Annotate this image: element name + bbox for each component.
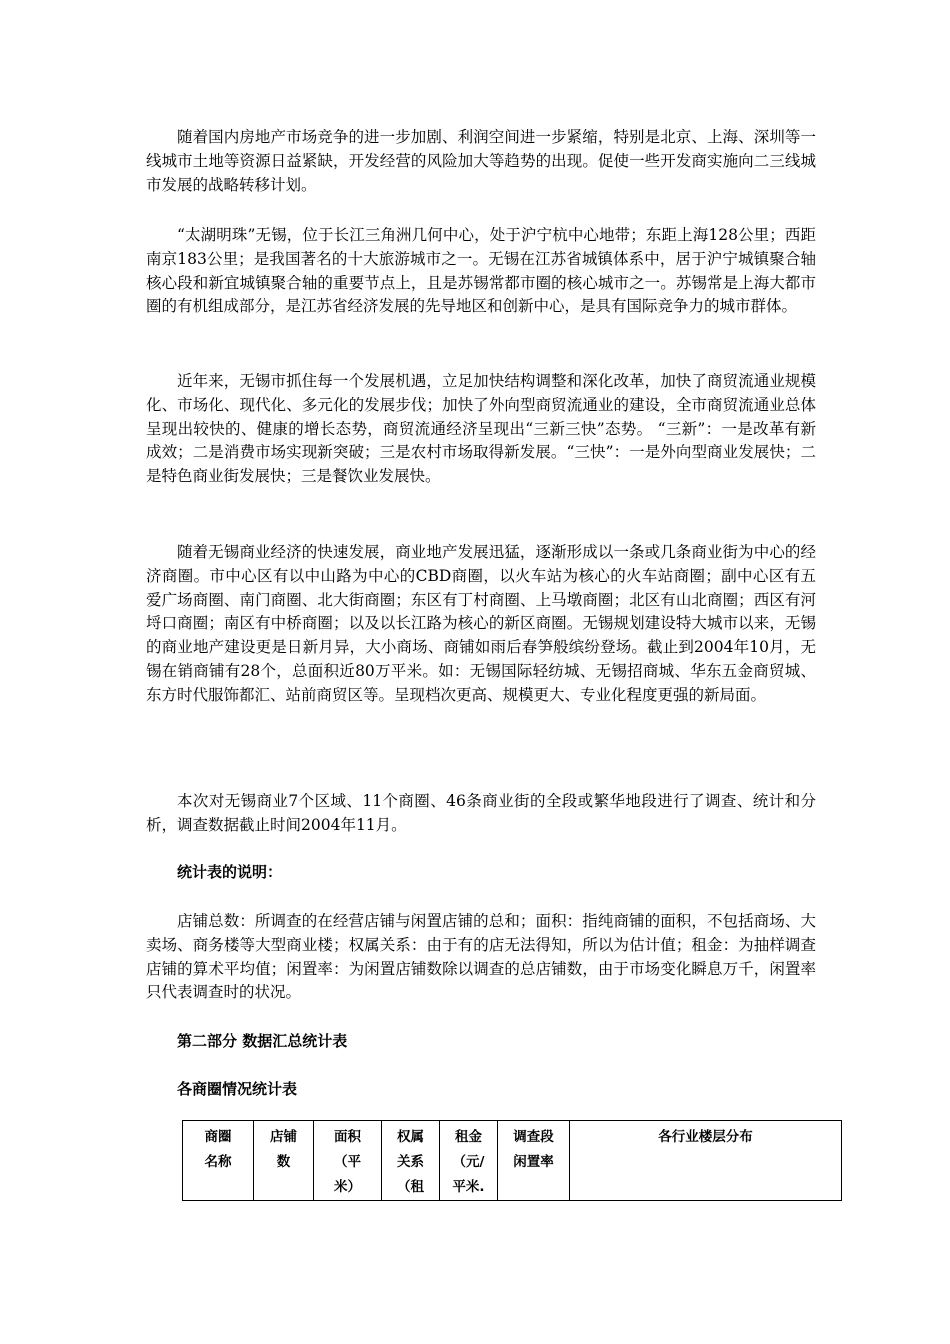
column-header-vacancy-rate: 调查段 闲置率 (498, 1121, 570, 1201)
column-header-ownership: 权属 关系 （租 (382, 1121, 440, 1201)
paragraph-wuxi-location: “太湖明珠”无锡，位于长江三角洲几何中心，处于沪宁杭中心地带；东距上海128公里；西距南京183公里；是我国著名的十大旅游城市之一。无锡在江苏省城镇体系中，居于沪宁城镇聚合轴核心段和新宜城镇聚合轴的重要节点上，且是苏锡常都市圈的核心城市之一。苏锡常是上海大都市圈的有机组成部分，是江苏省经济发展的先导地区和创新中心，是具有国际竞争力的城市群体。 (146, 226, 816, 316)
column-header-area: 面积 （平 米） (314, 1121, 382, 1201)
paragraph-market-trend: 随着国内房地产市场竞争的进一步加剧、利润空间进一步紧缩，特别是北京、上海、深圳等一线城市土地等资源日益紧缺，开发经营的风险加大等趋势的出现。促使一些开发商实施向二三线城市发展的战略转移计划。 (146, 128, 816, 194)
paragraph-survey-scope: 本次对无锡商业7个区域、11个商圈、46条商业街的全段或繁华地段进行了调查、统计和分析，调查数据截止时间2004年11月。 (146, 792, 816, 834)
paragraph-commercial-districts: 随着无锡商业经济的快速发展，商业地产发展迅猛，逐渐形成以一条或几条商业街为中心的经济商圈。市中心区有以中山路为中心的CBD商圈，以火车站为核心的火车站商圈；副中心区有五爱广场商圈、南门商圈、北大街商圈；东区有丁村商圈、上马墩商圈；北区有山北商圈；西区有河埒口商圈；南区有中桥商圈；以及以长江路为核心的新区商圈。无锡规划建设特大城市以来，无锡的商业地产建设更是日新月异，大小商场、商铺如雨后春笋般缤纷登场。截止到2004年10月，无锡在销商铺有28个，总面积近80万平米。如：无锡国际轻纺城、无锡招商城、华东五金商贸城、东方时代服饰都汇、站前商贸区等。呈现档次更高、规模更大、专业化程度更强的新局面。 (146, 543, 816, 704)
paragraph-recent-development: 近年来，无锡市抓住每一个发展机遇，立足加快结构调整和深化改革，加快了商贸流通业规模化、市场化、现代化、多元化的发展步伐；加快了外向型商贸流通业的建设，全市商贸流通业总体呈现出较快的、健康的增长态势，商贸流通经济呈现出“三新三快”态势。 “三新”：一是改革有新成效；二是消费市场实现新突破；三是农村市场取得新发展。“三快”：一是外向型商业发展快；二是特色商业街发展快；三是餐饮业发展快。 (146, 372, 816, 486)
table-title: 各商圈情况统计表 (177, 1080, 298, 1098)
column-header-store-count: 店铺 数 (254, 1121, 314, 1201)
table-header-row (183, 1121, 842, 1201)
column-header-district-name: 商圈 名称 (183, 1121, 254, 1201)
part-two-heading: 第二部分 数据汇总统计表 (177, 1032, 348, 1050)
column-header-floor-distribution: 各行业楼层分布 (570, 1121, 842, 1201)
paragraph-table-notes: 店铺总数：所调查的在经营店铺与闲置店铺的总和；面积：指纯商铺的面积，不包括商场、大卖场、商务楼等大型商业楼；权属关系：由于有的店无法得知，所以为估计值；租金：为抽样调查店铺的算术平均值；闲置率：为闲置店铺数除以调查的总店铺数，由于市场变化瞬息万千，闲置率只代表调查时的状况。 (146, 912, 816, 1002)
notes-heading: 统计表的说明： (177, 863, 283, 881)
column-header-rent: 租金 （元/ 平米. (440, 1121, 498, 1201)
district-statistics-table (182, 1120, 842, 1201)
